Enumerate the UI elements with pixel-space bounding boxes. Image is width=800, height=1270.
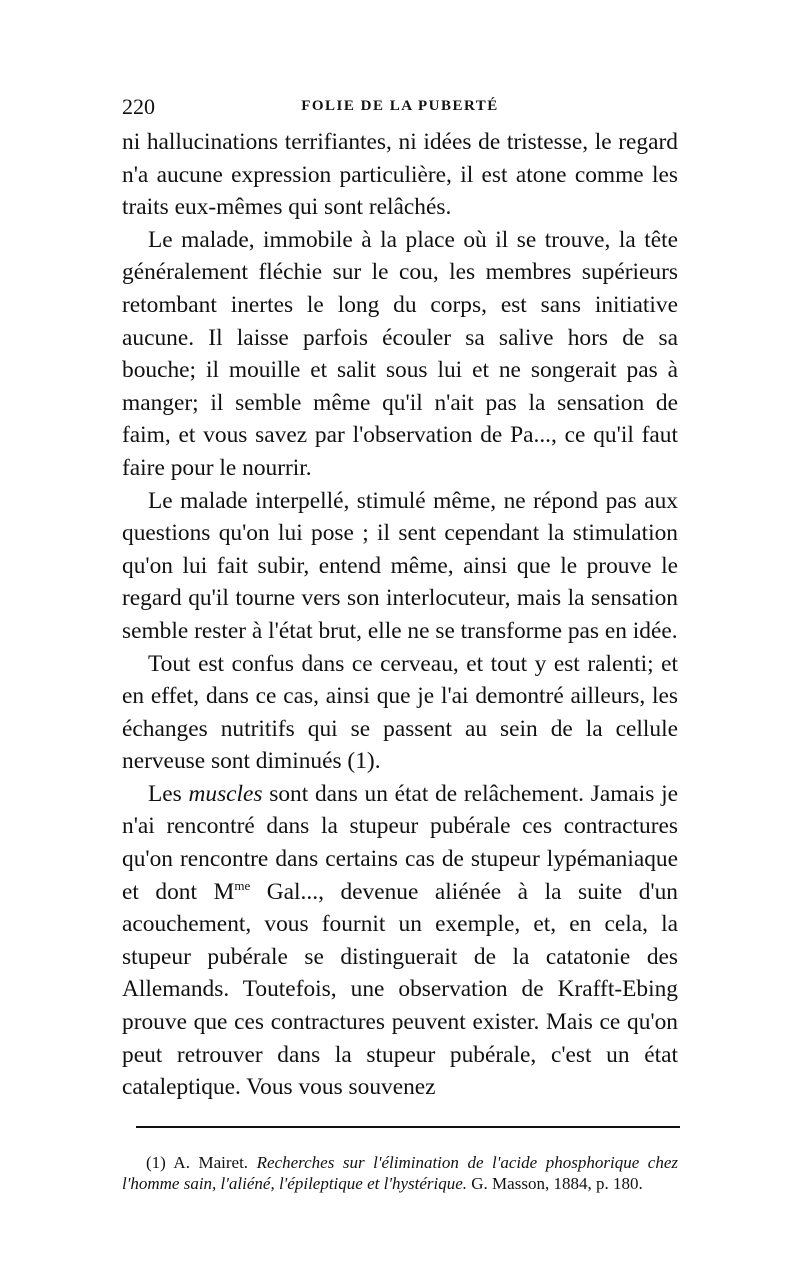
footnote-mark: (1) A. Mairet. [146, 1152, 257, 1172]
paragraph-5 [122, 778, 678, 1104]
page-number: 220 [122, 94, 155, 119]
paragraph-5-text-b: Gal..., devenue aliénée à la suite d'un acouchement, vous fournit un exemple, et, en cela, la stupeur pubérale se distinguerait de la catatonie des Allemands. Toutefois, une observation de Krafft-Ebing prouve que ces contractures peuvent exister. Mais ce qu'on peut retrouver dans la stupeur pubérale, c'est un état cataleptique. Vous vous souvenez [122, 878, 678, 1101]
paragraph-5-superscript: me [234, 877, 251, 893]
body-text [122, 126, 678, 1104]
paragraph-2: Le malade, immobile à la place où il se trouve, la tête généralement fléchie sur le cou, les membres supérieurs retombant inertes le long du corps, est sans initiative aucune. Il laisse parfois écouler sa salive hors de sa bouche; il mouille et salit sous lui et ne songerait pas à manger; il semble même qu'il n'ait pas la sensation de faim, et vous savez par l'observation de Pa..., ce qu'il faut faire pour le nourrir. [122, 226, 678, 481]
page-header [122, 90, 678, 126]
footnote [122, 1152, 678, 1194]
paragraph-5-lead: Les [148, 780, 189, 807]
paragraph-3: Le malade interpellé, stimulé même, ne répond pas aux questions qu'on lui pose ; il sent cependant la stimulation qu'on lui fait subir, entend même, ainsi que le prouve le regard qu'il tourne vers son interlocuteur, mais la sensation semble rester à l'état brut, elle ne se transforme pas en idée. [122, 487, 678, 644]
paragraph-5-text-a: sont dans un état de relâchement. Jamais je n'ai rencontré dans la stupeur pubérale ces contractures qu'on rencontre dans certains cas de stupeur lypémaniaque et dont M [122, 780, 678, 905]
paragraph-4: Tout est confus dans ce cerveau, et tout y est ralenti; et en effet, dans ce cas, ainsi que je l'ai demontré ailleurs, les échanges nutritifs qui se passent au sein de la cellule nerveuse sont diminués (1). [122, 650, 678, 775]
footnote-title: Recherches sur l'élimination de l'acide phosphorique chez l'homme sain, l'aliéné, l'épileptique et l'hystérique. [122, 1152, 678, 1193]
book-page [122, 90, 678, 1194]
paragraph-5-italic-word: muscles [188, 780, 263, 807]
footnote-rule [136, 1126, 680, 1128]
running-head: FOLIE DE LA PUBERTÉ [301, 98, 499, 114]
footnote-publisher: G. Masson, 1884, p. 180. [467, 1173, 643, 1193]
paragraph-1: ni hallucinations terrifiantes, ni idées de tristesse, le regard n'a aucune expression particulière, il est atone comme les traits eux-mêmes qui sont relâchés. [122, 129, 678, 221]
